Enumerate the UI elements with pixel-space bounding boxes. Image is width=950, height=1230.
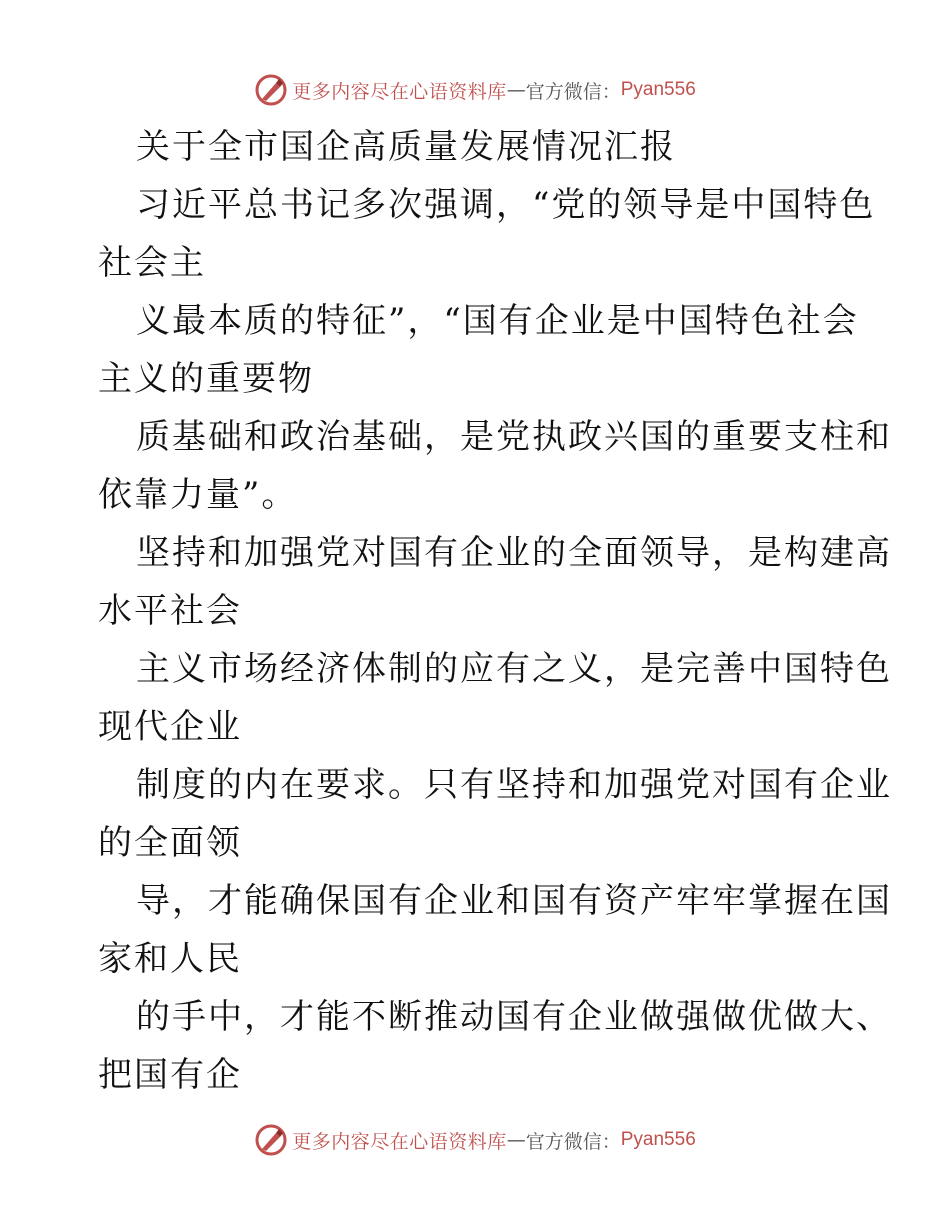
paragraph-line: 把国有企: [98, 1055, 242, 1095]
header-watermark: [0, 70, 950, 110]
watermark-separator: —: [506, 79, 526, 101]
watermark-wechat-label: 官方微信：: [525, 80, 621, 103]
paragraph-line: 义最本质的特征”，“国有企业是中国特色社会: [136, 301, 859, 341]
paragraph-line: 的全面领: [98, 823, 242, 863]
watermark-wechat-id: Pyan556: [620, 79, 696, 100]
watermark-wechat-label: 官方微信：: [525, 1130, 621, 1153]
footer-watermark: [0, 1120, 950, 1160]
paragraph-line: 现代企业: [98, 707, 242, 747]
paragraph-line: 家和人民: [98, 939, 242, 979]
pen-logo-icon: [254, 73, 288, 107]
paragraph-line: 的手中，才能不断推动国有企业做强做优做大、: [136, 997, 892, 1037]
watermark-text: 更多内容尽在心语资料库: [292, 1130, 507, 1153]
document-body: [98, 118, 892, 1104]
pen-logo-icon: [254, 1123, 288, 1157]
document-title: 关于全市国企高质量发展情况汇报: [136, 127, 676, 167]
watermark-separator: —: [506, 1129, 526, 1151]
paragraph-line: 质基础和政治基础，是党执政兴国的重要支柱和: [136, 417, 892, 457]
paragraph-line: 水平社会: [98, 591, 242, 631]
watermark-wechat-id: Pyan556: [620, 1129, 696, 1150]
paragraph-line: 导，才能确保国有企业和国有资产牢牢掌握在国: [136, 881, 892, 921]
paragraph-line: 制度的内在要求。只有坚持和加强党对国有企业: [136, 765, 892, 805]
watermark-text: 更多内容尽在心语资料库: [292, 80, 507, 103]
paragraph-line: 主义市场经济体制的应有之义，是完善中国特色: [136, 649, 892, 689]
paragraph-line: 坚持和加强党对国有企业的全面领导，是构建高: [136, 533, 892, 573]
paragraph-line: 习近平总书记多次强调，“党的领导是中国特色: [136, 185, 876, 225]
paragraph-line: 主义的重要物: [98, 359, 314, 399]
paragraph-line: 社会主: [98, 243, 206, 283]
paragraph-line: 依靠力量”。: [98, 475, 298, 515]
